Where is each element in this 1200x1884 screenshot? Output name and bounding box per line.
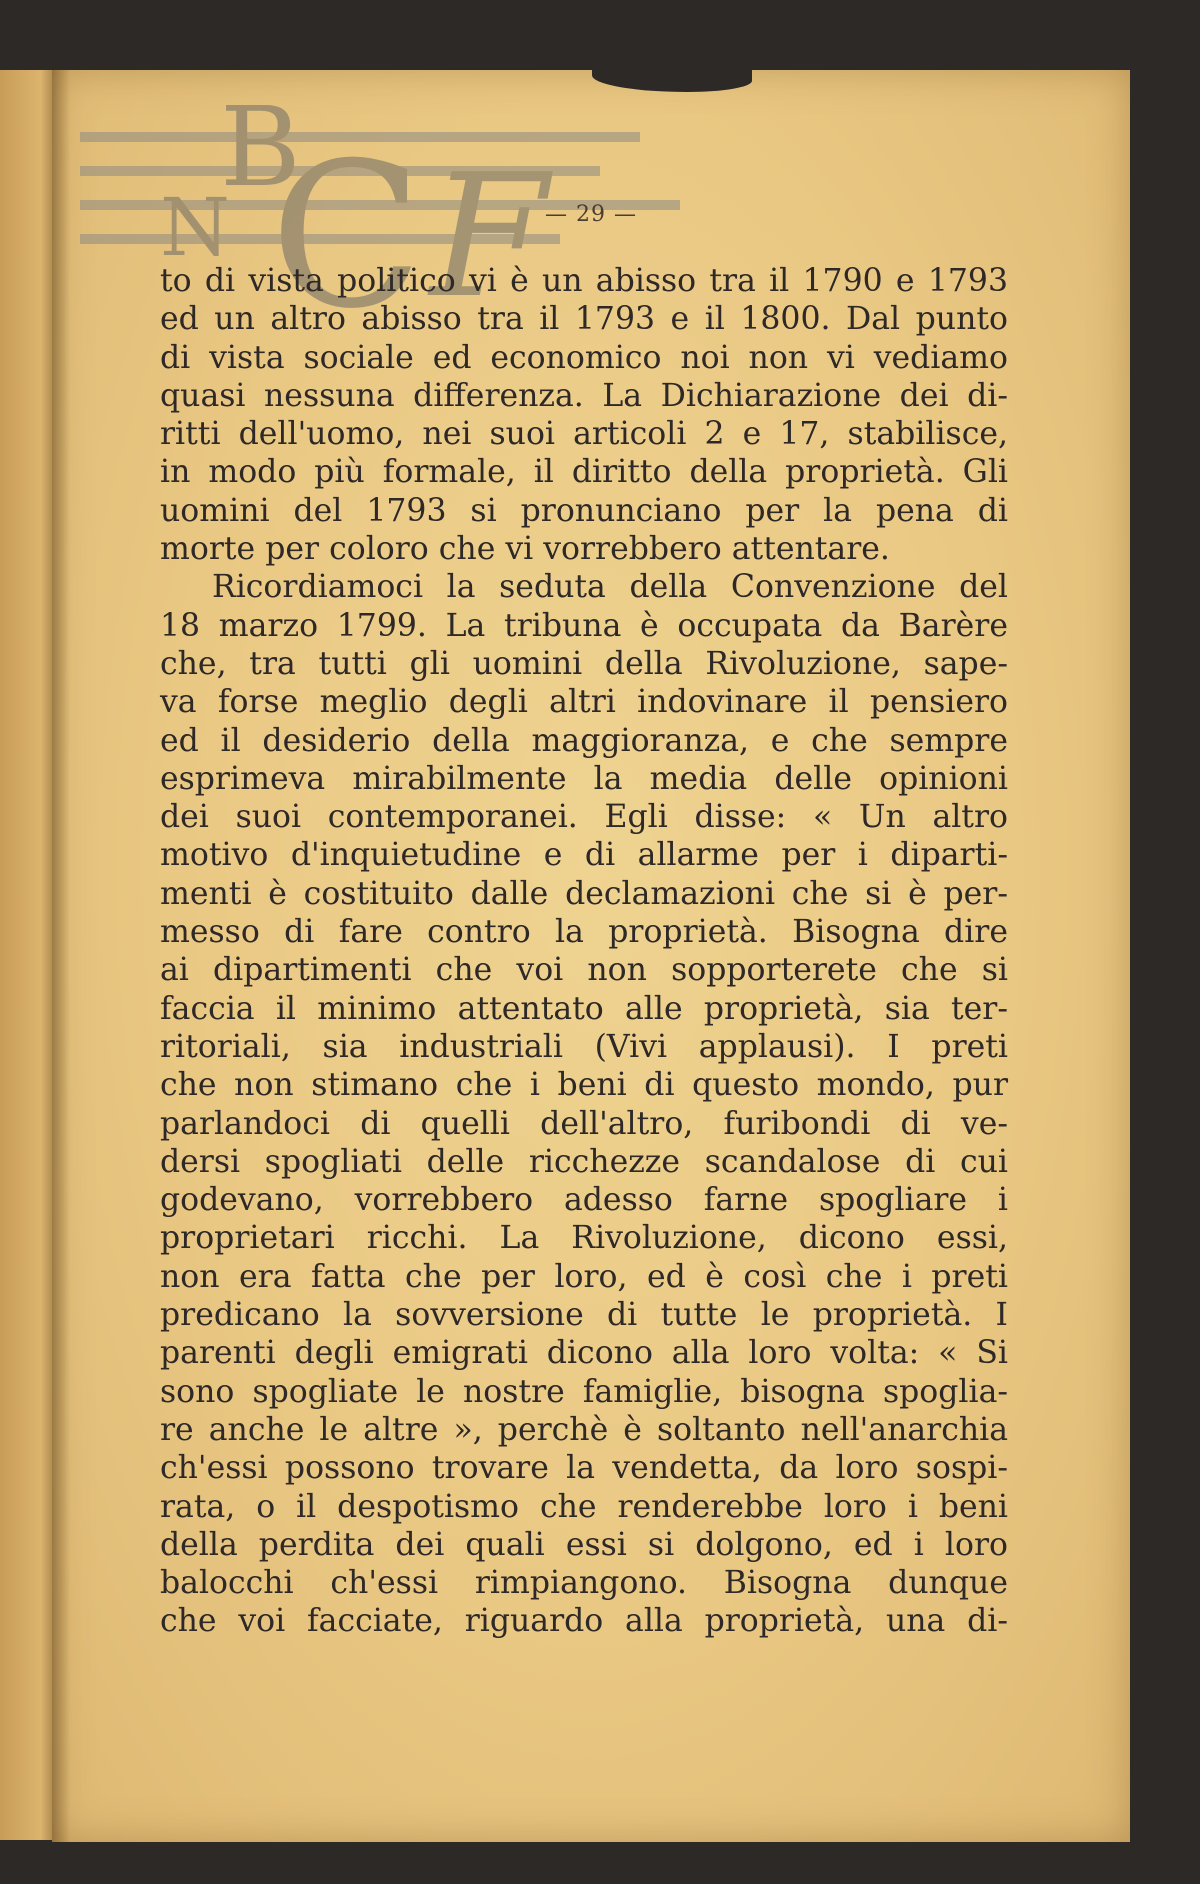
text-line: quasi nessuna differenza. La Dichiarazione dei di- (160, 377, 1008, 414)
text-line: parenti degli emigrati dicono alla loro volta: « Si (160, 1335, 1008, 1372)
paragraph-start-line: Ricordiamoci la seduta della Convenzione del (212, 569, 1008, 606)
body-text (160, 262, 1008, 1641)
text-line: della perdita dei quali essi si dolgono, ed i loro (160, 1526, 1008, 1563)
text-line: menti è costituito dalle declamazioni che si è per- (160, 875, 1008, 912)
text-line: di vista sociale ed economico noi non vi vediamo (160, 339, 1008, 376)
text-line: parlandoci di quelli dell'altro, furibondi di ve- (160, 1105, 1008, 1142)
text-line: che, tra tutti gli uomini della Rivoluzione, sape- (160, 645, 1008, 682)
text-line: ed il desiderio della maggioranza, e che sempre (160, 722, 1008, 759)
text-line: dei suoi contemporanei. Egli disse: « Un altro (160, 799, 1008, 836)
text-line: che non stimano che i beni di questo mondo, pur (160, 1067, 1008, 1104)
text-line: uomini del 1793 si pronunciano per la pena di (160, 492, 1008, 529)
text-line: va forse meglio degli altri indovinare il pensiero (160, 684, 1008, 721)
previous-page-edge (0, 70, 58, 1840)
text-line: messo di fare contro la proprietà. Bisogna dire (160, 914, 1008, 951)
text-line: esprimeva mirabilmente la media delle opinioni (160, 760, 1008, 797)
text-line: motivo d'inquietudine e di allarme per i diparti- (160, 837, 1008, 874)
watermark-letter-b: B (220, 83, 301, 211)
text-line: balocchi ch'essi rimpiangono. Bisogna dunque (160, 1565, 1008, 1602)
text-line: ritoriali, sia industriali (Vivi applausi). I preti (160, 1028, 1008, 1065)
text-line: faccia il minimo attentato alle proprietà, sia ter- (160, 990, 1008, 1027)
watermark-letter-f: F (430, 138, 548, 330)
text-line: rata, o il despotismo che renderebbe loro i beni (160, 1488, 1008, 1525)
text-line: ch'essi possono trovare la vendetta, da loro sospi- (160, 1450, 1008, 1487)
text-line: 18 marzo 1799. La tribuna è occupata da Barère (160, 607, 1008, 644)
page-number: — 29 — (545, 202, 637, 227)
text-line: proprietari ricchi. La Rivoluzione, dicono essi, (160, 1220, 1008, 1257)
text-line: ai dipartimenti che voi non sopporterete che si (160, 952, 1008, 989)
text-line: ed un altro abisso tra il 1793 e il 1800. Dal punto (160, 301, 1008, 338)
book-page (52, 70, 1130, 1842)
text-line: morte per coloro che vi vorrebbero attentare. (160, 531, 890, 568)
text-line: in modo più formale, il diritto della proprietà. Gli (160, 454, 1008, 491)
text-line: dersi spogliati delle ricchezze scandalose di cui (160, 1143, 1008, 1180)
text-line: re anche le altre », perchè è soltanto nell'anarchia (160, 1411, 1008, 1448)
text-line: to di vista politico vi è un abisso tra il 1790 e 1793 (160, 263, 1008, 299)
text-line: predicano la sovversione di tutte le proprietà. I (160, 1297, 1008, 1334)
text-line: che voi facciate, riguardo alla proprietà, una di- (160, 1603, 1008, 1640)
text-line: ritti dell'uomo, nei suoi articoli 2 e 17, stabilisce, (160, 416, 1008, 453)
watermark-letter-n: N (160, 181, 230, 274)
text-line: sono spogliate le nostre famiglie, bisogna spoglia- (160, 1373, 1008, 1410)
page-gutter-shadow (52, 70, 70, 1842)
text-line: non era fatta che per loro, ed è così che i preti (160, 1258, 1008, 1295)
text-line: godevano, vorrebbero adesso farne spogliare i (160, 1182, 1008, 1219)
watermark-letter-c: C (270, 120, 424, 330)
